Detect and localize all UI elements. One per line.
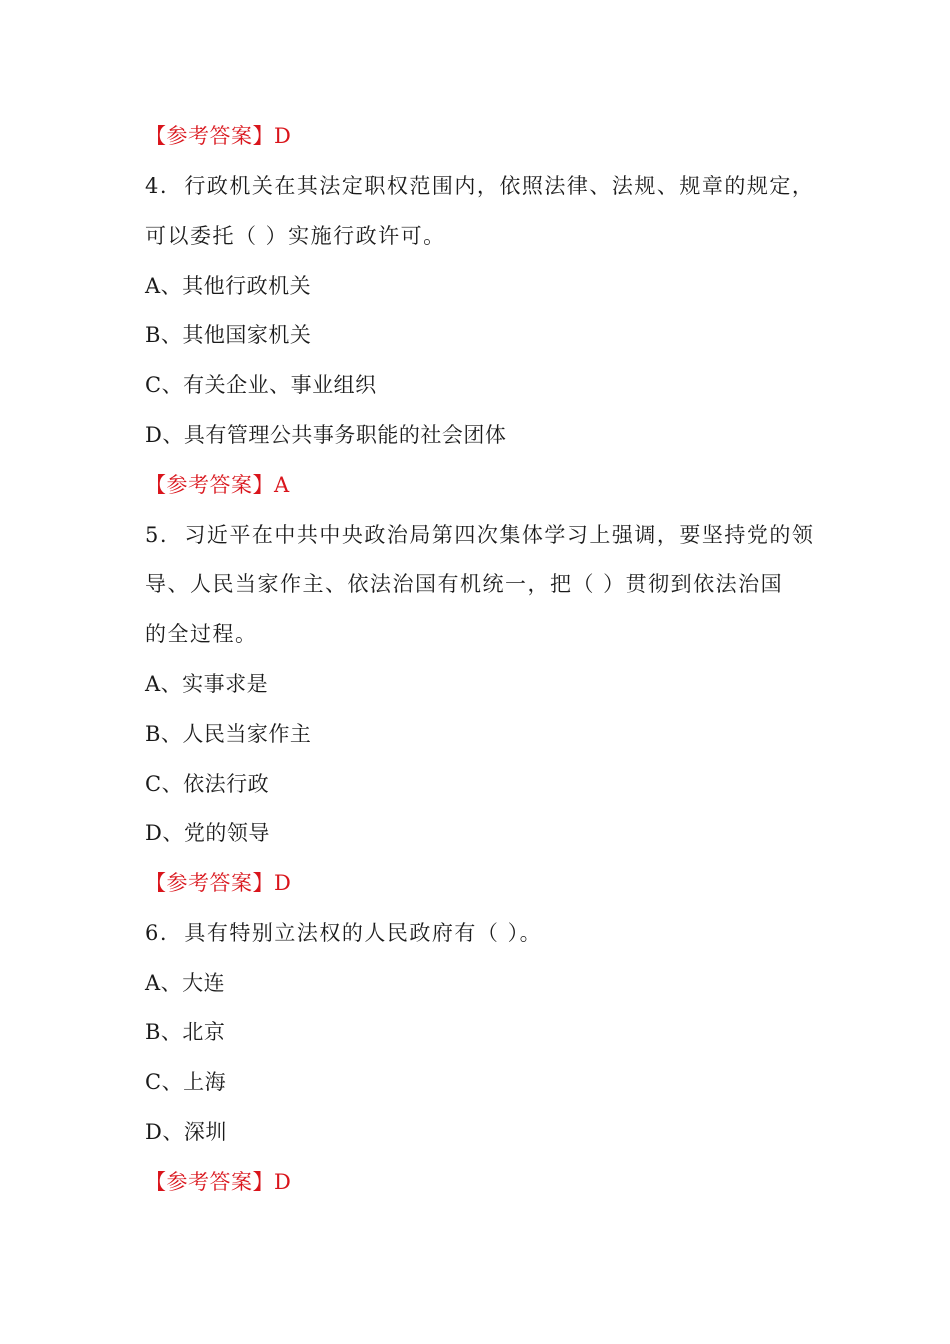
question-number: 4. — [145, 174, 169, 198]
answer-value: D — [274, 871, 292, 895]
answer-line-3 — [145, 122, 825, 150]
question-text: 行政机关在其法定职权范围内，依照法律、法规、规章的规定， — [184, 174, 815, 198]
option-5c: C、依法行政 — [145, 772, 270, 796]
question-5-line-3 — [145, 620, 825, 648]
question-number: 6. — [145, 921, 169, 945]
option-4a: A、其他行政机关 — [145, 274, 312, 298]
option-6a: A、大连 — [145, 971, 226, 995]
answer-label: 【参考答案】 — [145, 124, 274, 148]
answer-label: 【参考答案】 — [145, 871, 274, 895]
answer-label: 【参考答案】 — [145, 1170, 274, 1194]
question-6-line-1 — [145, 919, 825, 947]
option-6b: B、北京 — [145, 1020, 226, 1044]
option-6c: C、上海 — [145, 1070, 227, 1094]
option-4d: D、具有管理公共事务职能的社会团体 — [145, 423, 507, 447]
answer-value: D — [274, 1170, 292, 1194]
answer-value: A — [274, 473, 290, 497]
question-text: 的全过程。 — [145, 622, 258, 646]
answer-line-4 — [145, 471, 825, 499]
option-4b: B、其他国家机关 — [145, 323, 312, 347]
question-number: 5. — [145, 523, 169, 547]
question-4-line-1 — [145, 172, 825, 200]
answer-value: D — [274, 124, 292, 148]
answer-label: 【参考答案】 — [145, 473, 274, 497]
question-text: 导、人民当家作主、依法治国有机统一，把（ ）贯彻到依法治国 — [145, 572, 784, 596]
option-5a: A、实事求是 — [145, 672, 269, 696]
answer-line-6 — [145, 1168, 825, 1196]
option-4c: C、有关企业、事业组织 — [145, 373, 377, 397]
option-5b: B、人民当家作主 — [145, 722, 312, 746]
option-5d: D、党的领导 — [145, 821, 270, 845]
option-6d: D、深圳 — [145, 1120, 227, 1144]
question-5-line-2 — [145, 570, 825, 598]
question-4-line-2 — [145, 222, 825, 250]
question-text: 可以委托（ ）实施行政许可。 — [145, 224, 446, 248]
question-text: 习近平在中共中央政治局第四次集体学习上强调，要坚持党的领 — [184, 523, 815, 547]
question-text: 具有特别立法权的人民政府有（ ）。 — [184, 921, 543, 945]
answer-line-5 — [145, 869, 825, 897]
question-5-line-1 — [145, 521, 825, 549]
